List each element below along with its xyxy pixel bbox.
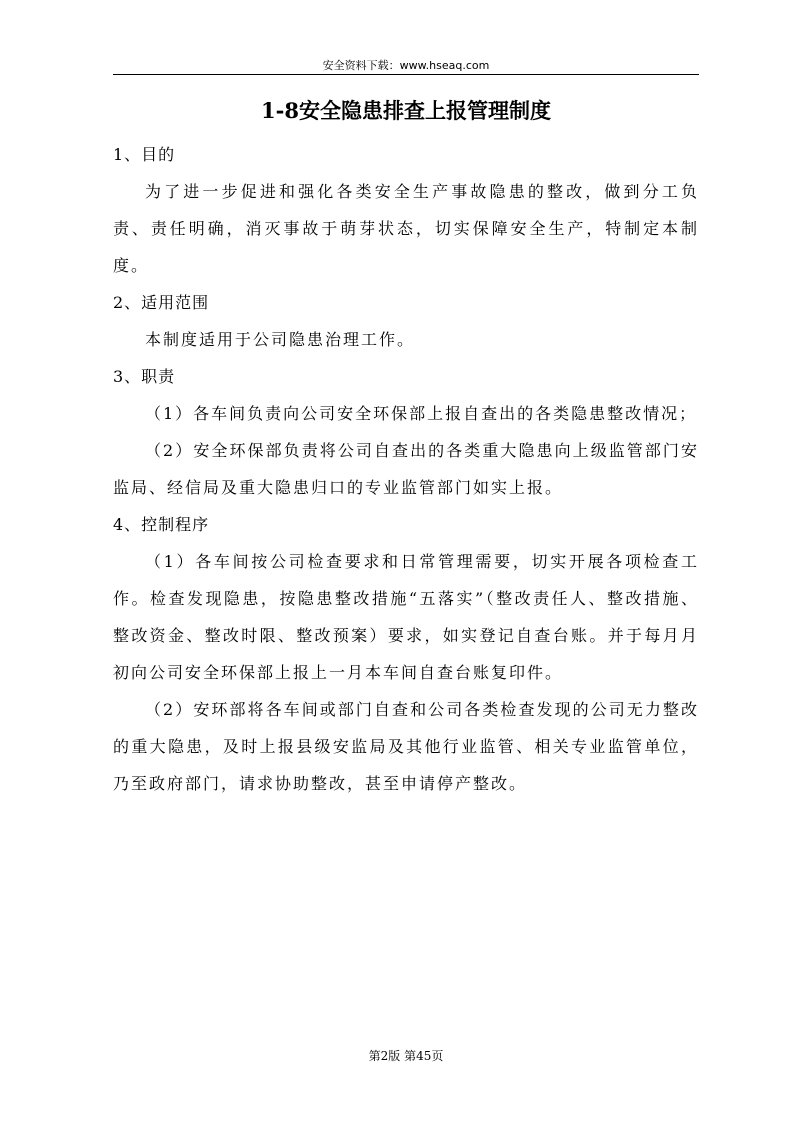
section-purpose xyxy=(113,136,699,284)
paragraph: （2）安环部将各车间或部门自查和公司各类检查发现的公司无力整改的重大隐患，及时上报县级安监局及其他行业监管、相关专业监管单位，乃至政府部门，请求协助整改，甚至申请停产整改。 xyxy=(113,700,699,793)
paragraph: （2）安全环保部负责将公司自查出的各类重大隐患向上级监管部门安监局、经信局及重大隐患归口的专业监管部门如实上报。 xyxy=(113,441,699,497)
paragraph: （1）各车间按公司检查要求和日常管理需要，切实开展各项检查工作。检查发现隐患，按隐患整改措施“五落实”（整改责任人、整改措施、整改资金、整改时限、整改预案）要求，如实登记自查台账。并于每月月初向公司安全环保部上报上一月本车间自查台账复印件。 xyxy=(113,552,699,682)
section-heading: 1、目的 xyxy=(113,145,176,164)
paragraph: 为了进一步促进和强化各类安全生产事故隐患的整改，做到分工负责、责任明确，消灭事故于萌芽状态，切实保障安全生产，特制定本制度。 xyxy=(113,182,699,275)
document-title: 1-8安全隐患排查上报管理制度 xyxy=(261,98,551,123)
section-heading: 3、职责 xyxy=(113,367,176,386)
page-footer: 第2版 第45页 xyxy=(368,1049,444,1063)
section-heading: 4、控制程序 xyxy=(113,515,210,534)
document-body xyxy=(113,136,699,802)
page-header: 安全资料下载：www.hseaq.com xyxy=(322,59,490,72)
paragraph: （1）各车间负责向公司安全环保部上报自查出的各类隐患整改情况； xyxy=(145,404,698,423)
section-responsibilities xyxy=(113,358,699,506)
paragraph: 本制度适用于公司隐患治理工作。 xyxy=(145,330,416,349)
section-scope xyxy=(113,284,699,358)
section-heading: 2、适用范围 xyxy=(113,293,210,312)
header-divider xyxy=(113,74,699,75)
section-control-procedure xyxy=(113,506,699,802)
